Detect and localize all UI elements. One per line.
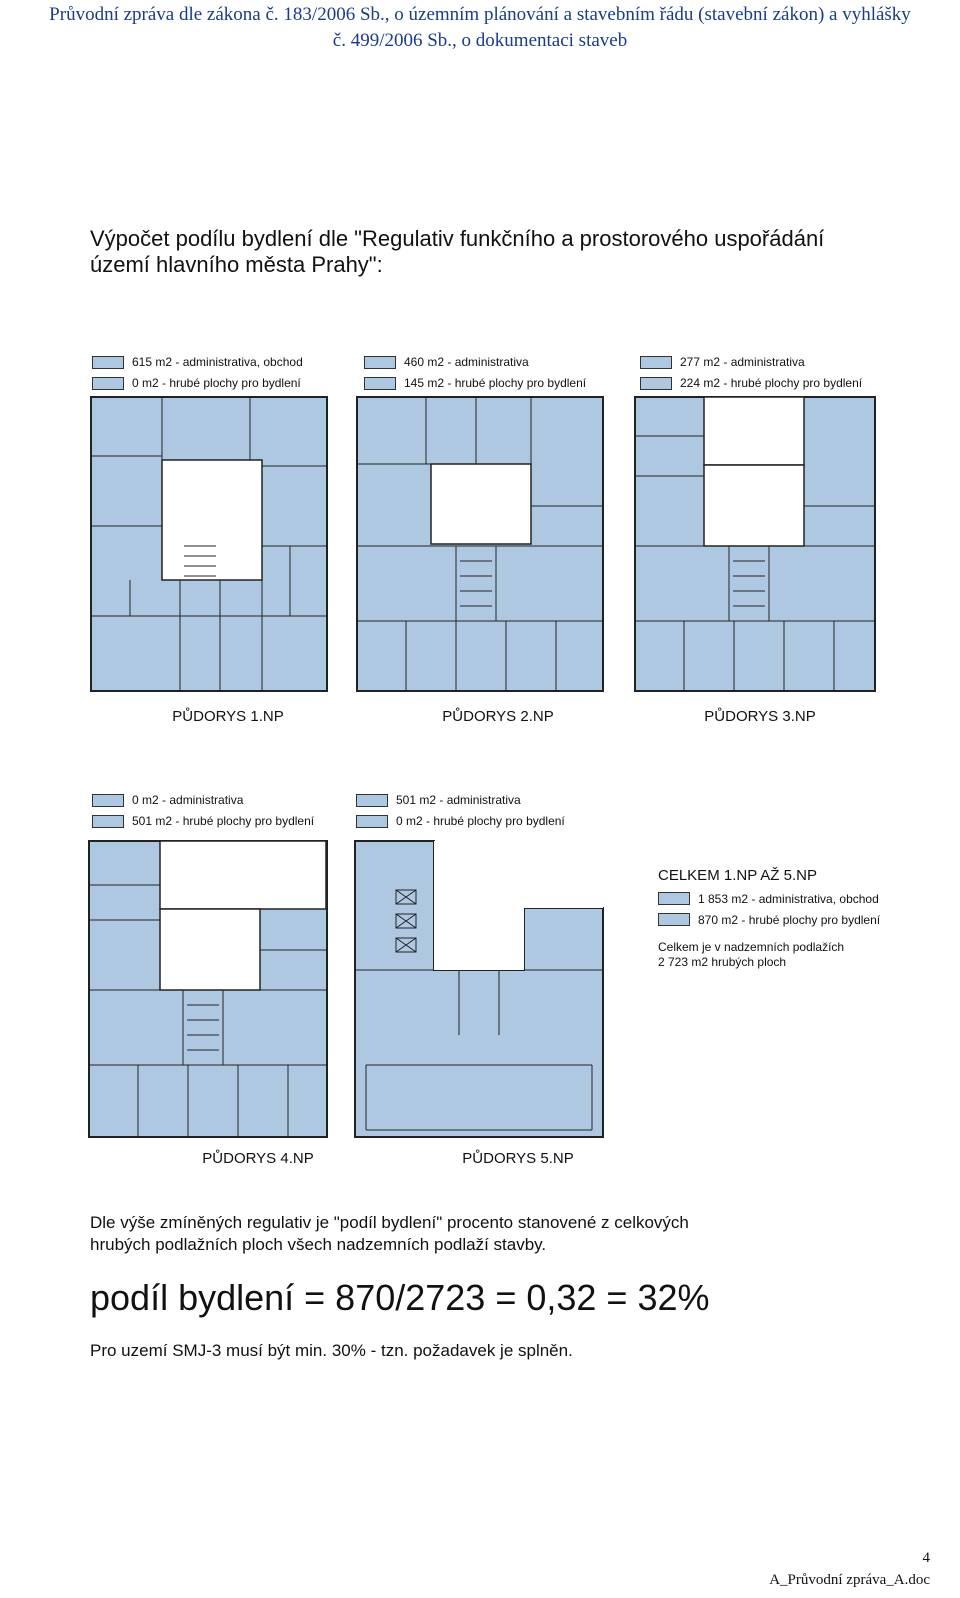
housing-swatch: [92, 815, 124, 828]
summary-note-1: Celkem je v nadzemních podlažích: [658, 940, 845, 954]
summary-legend: [658, 867, 880, 970]
plan-label-5np: PŮDORYS 5.NP: [462, 1150, 574, 1167]
heading-line-1: Výpočet podílu bydlení dle "Regulativ funkčního a prostorového uspořádání: [90, 226, 825, 251]
plan-label-4np: PŮDORYS 4.NP: [202, 1150, 314, 1167]
housing-share-formula: podíl bydlení = 870/2723 = 0,32 = 32%: [90, 1277, 710, 1318]
floor-plan-5np: [354, 840, 604, 1138]
floor-plan-2np: [356, 396, 604, 692]
body-line-2: hrubých podlažních ploch všech nadzemních podlaží stavby.: [90, 1235, 547, 1254]
legend-admin: 277 m2 - administrativa: [680, 355, 805, 369]
footer-filename: A_Průvodní zpráva_A.doc: [769, 1572, 930, 1588]
page-number: 4: [922, 1550, 930, 1566]
legend-housing: 0 m2 - hrubé plochy pro bydlení: [132, 376, 301, 390]
plan-label-1np: PŮDORYS 1.NP: [172, 708, 284, 725]
housing-swatch: [356, 815, 388, 828]
document-header: [0, 2, 960, 54]
summary-housing: 870 m2 - hrubé plochy pro bydlení: [698, 912, 881, 927]
legend-4np: [92, 790, 314, 832]
header-line-2: č. 499/2006 Sb., o dokumentaci staveb: [332, 30, 628, 51]
admin-swatch: [640, 356, 672, 369]
legend-2np: [364, 352, 586, 394]
conclusion-text: Pro uzemí SMJ-3 musí být min. 30% - tzn. požadavek je splněn.: [90, 1341, 573, 1360]
housing-swatch: [640, 377, 672, 390]
admin-swatch: [92, 794, 124, 807]
legend-3np: [640, 352, 862, 394]
legend-5np: [356, 790, 565, 832]
admin-swatch: [658, 892, 690, 905]
floor-plan-3np: [634, 396, 876, 692]
body-line-1: Dle výše zmíněných regulativ je "podíl bydlení" procento stanovené z celkových: [90, 1213, 689, 1232]
legend-admin: 501 m2 - administrativa: [396, 793, 521, 807]
summary-title: CELKEM 1.NP AŽ 5.NP: [658, 867, 817, 884]
legend-admin: 0 m2 - administrativa: [132, 793, 244, 807]
floor-plan-1np: [90, 396, 328, 692]
header-line-1: Průvodní zpráva dle zákona č. 183/2006 Sb., o územním plánování a stavebním řádu (stavební zákon) a vyhlášky: [49, 4, 911, 25]
admin-swatch: [364, 356, 396, 369]
legend-housing: 224 m2 - hrubé plochy pro bydlení: [680, 376, 863, 390]
legend-housing: 501 m2 - hrubé plochy pro bydlení: [132, 814, 315, 828]
admin-swatch: [92, 356, 124, 369]
housing-swatch: [658, 913, 690, 926]
legend-admin: 615 m2 - administrativa, obchod: [132, 355, 303, 369]
section-heading: [90, 226, 950, 278]
legend-1np: [92, 352, 303, 394]
admin-swatch: [356, 794, 388, 807]
summary-admin: 1 853 m2 - administrativa, obchod: [698, 891, 879, 906]
floor-plan-4np: [88, 840, 328, 1138]
plan-label-3np: PŮDORYS 3.NP: [704, 708, 816, 725]
heading-line-2: území hlavního města Prahy":: [90, 252, 383, 277]
legend-housing: 145 m2 - hrubé plochy pro bydlení: [404, 376, 587, 390]
plan-label-2np: PŮDORYS 2.NP: [442, 708, 554, 725]
summary-note-2: 2 723 m2 hrubých ploch: [658, 955, 787, 969]
body-paragraph: [90, 1212, 930, 1256]
housing-swatch: [364, 377, 396, 390]
legend-housing: 0 m2 - hrubé plochy pro bydlení: [396, 814, 565, 828]
housing-swatch: [92, 377, 124, 390]
legend-admin: 460 m2 - administrativa: [404, 355, 529, 369]
